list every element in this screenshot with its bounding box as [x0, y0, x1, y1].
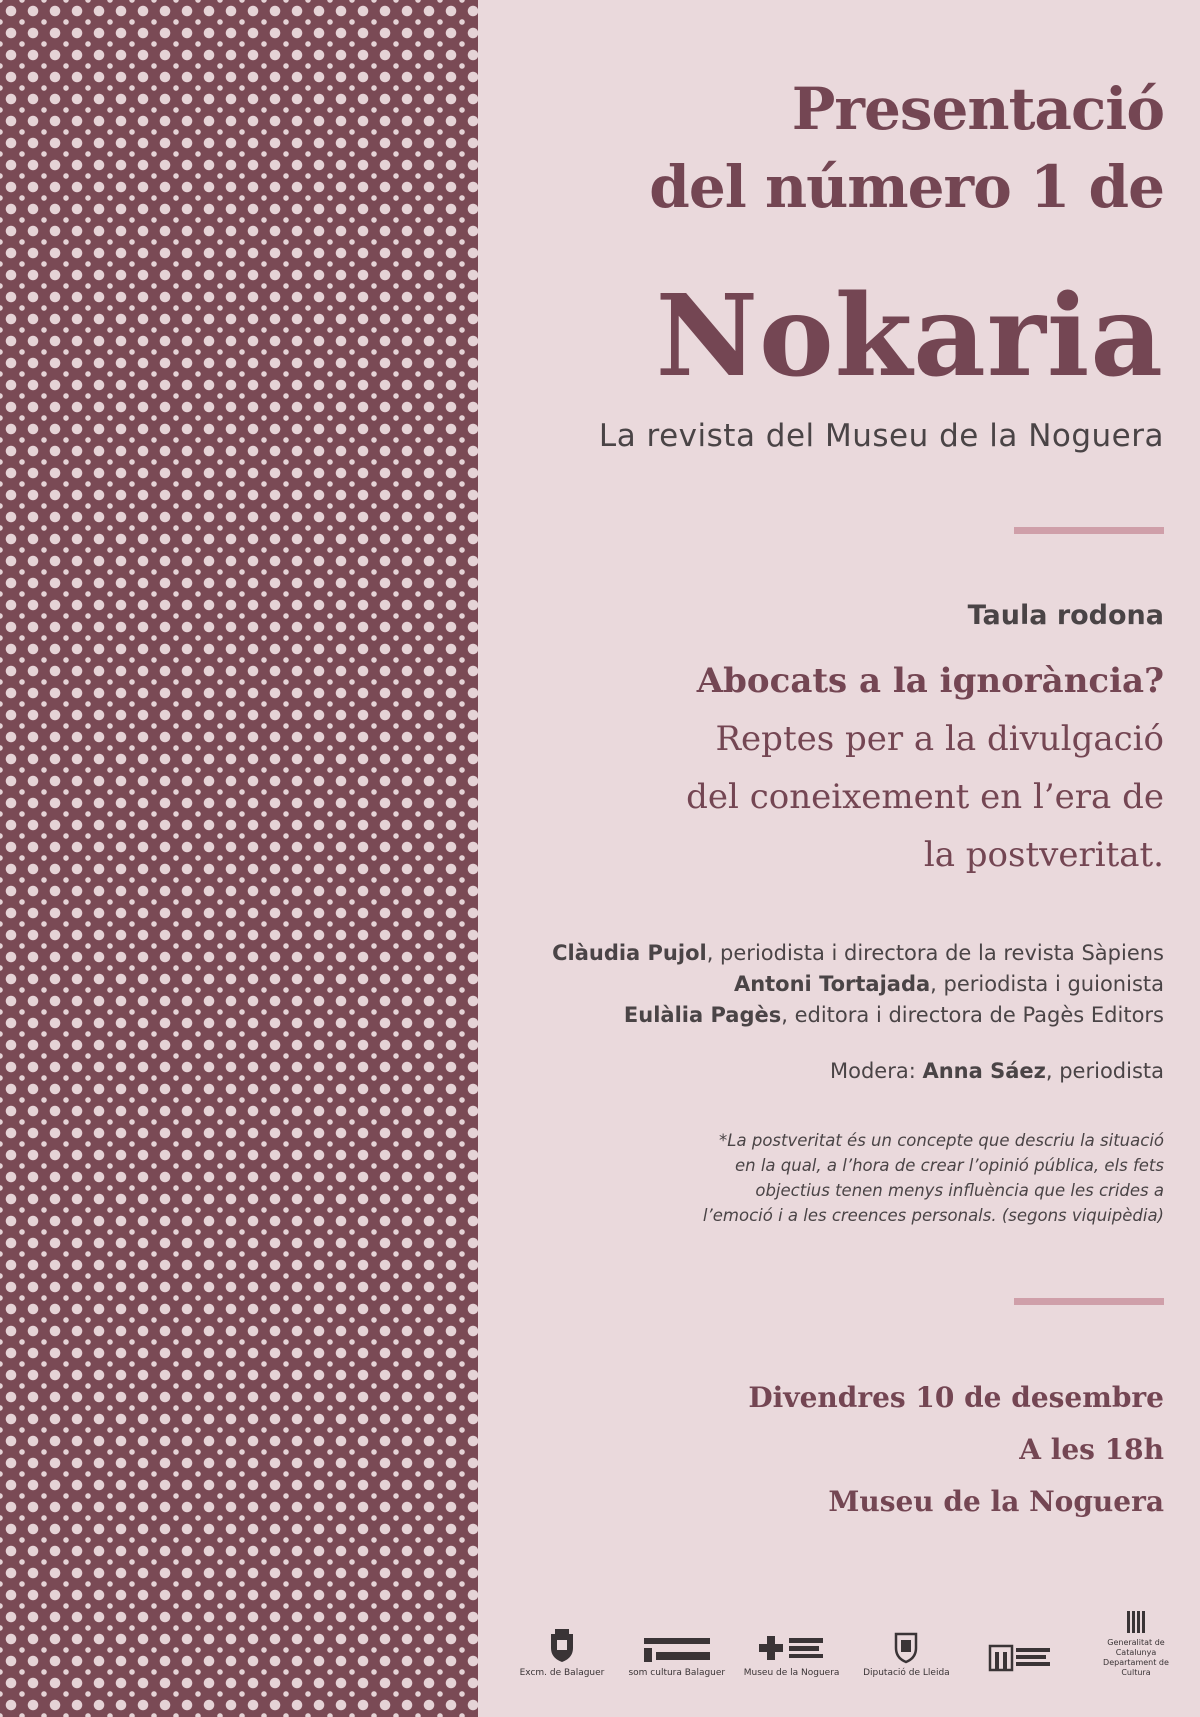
logo-building — [977, 1642, 1065, 1678]
poster-content — [478, 0, 1200, 1717]
logo-label: Excm. de Balaguer — [519, 1668, 605, 1678]
logo-label: Diputació de Lleida — [863, 1668, 950, 1678]
wordmark-icon — [642, 1634, 712, 1664]
participants-list — [552, 938, 1164, 1031]
participant-name: Eulàlia Pagès — [623, 1003, 782, 1027]
divider-bottom — [1014, 1298, 1164, 1305]
participant — [552, 1000, 1164, 1031]
topic-line-3: la postveritat. — [923, 835, 1164, 875]
building-icon — [988, 1642, 1054, 1674]
topic-line-2: del coneixement en l’era de — [686, 777, 1164, 817]
poster-title — [649, 70, 1164, 226]
moderator-role: , periodista — [1045, 1059, 1164, 1083]
postveritat-note — [644, 1128, 1164, 1228]
magazine-name: Nokaria — [655, 271, 1164, 402]
logo-label: som cultura Balaguer — [628, 1668, 726, 1678]
logo-generalitat — [1092, 1610, 1180, 1678]
logo-diputacio-lleida — [862, 1630, 950, 1678]
round-table-topic — [686, 652, 1164, 884]
participant-role: , periodista i guionista — [930, 972, 1164, 996]
title-line-2: del número 1 de — [649, 153, 1164, 221]
topic-question: Abocats a la ignorància? — [696, 661, 1164, 701]
note-line: *La postveritat és un concepte que descriu la situació — [719, 1131, 1164, 1150]
event-details — [748, 1372, 1164, 1528]
sponsor-logos — [518, 1598, 1180, 1678]
title-line-1: Presentació — [791, 75, 1164, 143]
divider-top — [1014, 527, 1164, 534]
note-line: en la qual, a l’hora de crear l’opinió pública, els fets — [734, 1156, 1164, 1175]
logo-som-cultura — [628, 1634, 726, 1678]
logo-museu-noguera — [743, 1632, 840, 1678]
magazine-subtitle: La revista del Museu de la Noguera — [598, 418, 1164, 454]
logo-label: Museu de la Noguera — [743, 1668, 840, 1678]
participant — [552, 969, 1164, 1000]
crest-icon — [547, 1628, 577, 1664]
note-line: l’emoció i a les creences personals. (segons viquipèdia) — [702, 1206, 1164, 1225]
crest-icon — [893, 1630, 919, 1664]
participant-name: Clàudia Pujol — [552, 941, 707, 965]
participant-name: Antoni Tortajada — [733, 972, 931, 996]
topic-line-1: Reptes per a la divulgació — [715, 719, 1164, 759]
moderator — [830, 1056, 1164, 1087]
participant — [552, 938, 1164, 969]
participant-role: , editora i directora de Pagès Editors — [781, 1003, 1164, 1027]
moderator-name: Anna Sáez — [922, 1059, 1046, 1083]
event-time: A les 18h — [1019, 1433, 1164, 1466]
logo-ajuntament-balaguer — [518, 1628, 606, 1678]
event-date: Divendres 10 de desembre — [748, 1381, 1164, 1414]
round-table-label: Taula rodona — [967, 600, 1164, 631]
logo-label: Generalitat de Catalunya Departament de Cultura — [1103, 1638, 1169, 1677]
participant-role: , periodista i directora de la revista Sàpiens — [706, 941, 1164, 965]
museum-cross-icon — [757, 1632, 827, 1664]
note-line: objectius tenen menys influència que les crides a — [755, 1181, 1164, 1200]
event-place: Museu de la Noguera — [828, 1485, 1164, 1518]
decorative-pattern-panel — [0, 0, 478, 1717]
moderator-prefix: Modera: — [829, 1059, 923, 1083]
flag-icon — [1126, 1610, 1146, 1634]
